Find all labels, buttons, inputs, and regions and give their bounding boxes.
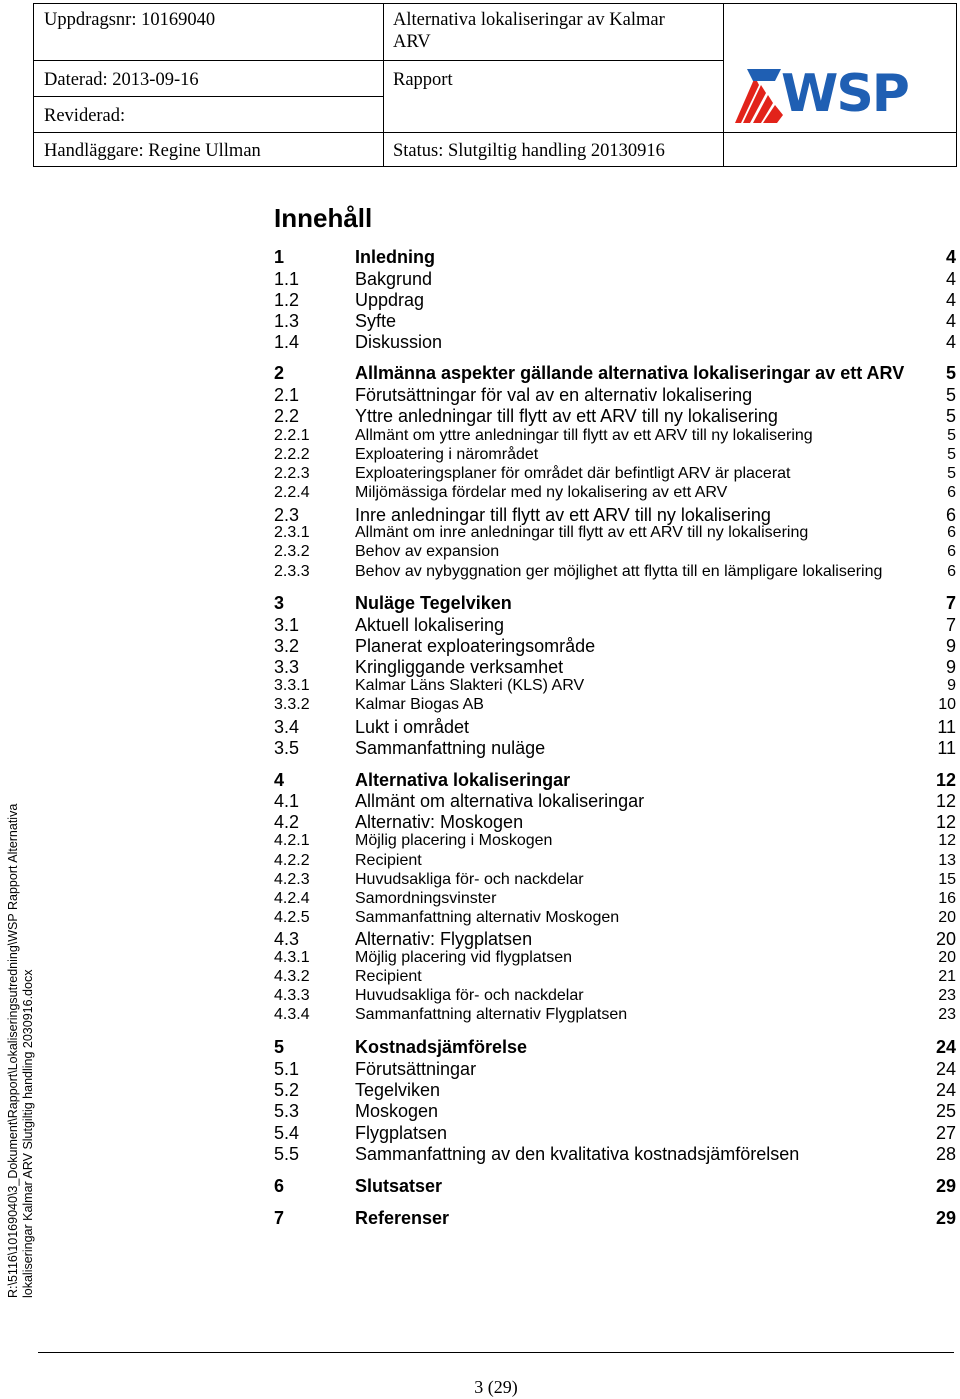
toc-entry-title: Allmänt om inre anledningar till flytt av ett ARV till ny lokalisering	[355, 524, 809, 541]
toc-entry-title: Flygplatsen	[355, 1123, 448, 1143]
toc-entry-page: 12	[935, 770, 956, 790]
toc-entry-number: 1.2	[274, 290, 300, 310]
date-field: Daterad: 2013-09-16	[44, 70, 199, 90]
toc-entry-number: 4.2.2	[274, 852, 310, 869]
toc-entry-title: Alternativ: Flygplatsen	[355, 929, 533, 949]
toc-entry-page: 16	[938, 890, 956, 907]
toc-entry-page: 9	[945, 657, 956, 677]
toc-entry[interactable]	[274, 384, 956, 406]
toc-entry[interactable]	[274, 1079, 956, 1101]
toc-entry[interactable]	[274, 331, 956, 353]
toc-entry[interactable]	[274, 614, 956, 636]
toc-entry-number: 2.2.3	[274, 465, 310, 482]
toc-entry-number: 3.4	[274, 717, 300, 737]
toc-entry[interactable]	[274, 656, 956, 678]
toc-entry-title: Samordningsvinster	[355, 890, 497, 907]
toc-entry-page: 4	[945, 332, 956, 352]
toc-entry-page: 4	[945, 290, 956, 310]
toc-entry-title: Moskogen	[355, 1101, 439, 1121]
toc-entry[interactable]	[274, 246, 956, 268]
toc-entry-number: 6	[274, 1176, 285, 1196]
toc-entry-title: Miljömässiga fördelar med ny lokalisering av ett ARV	[355, 484, 728, 501]
toc-title: Innehåll	[274, 203, 373, 233]
toc-entry-page: 13	[938, 852, 956, 869]
toc-entry-page: 27	[935, 1123, 956, 1143]
toc-entry[interactable]	[274, 811, 956, 833]
toc-entry[interactable]	[274, 737, 956, 759]
toc-entry-number: 4.3.2	[274, 968, 310, 985]
toc-entry-page: 10	[938, 696, 956, 713]
toc-entry-title: Huvudsakliga för- och nackdelar	[355, 871, 584, 888]
toc-entry-page: 12	[935, 791, 956, 811]
page-number	[0, 1377, 960, 1398]
toc-entry-number: 5.2	[274, 1080, 300, 1100]
toc-entry-page: 11	[937, 738, 956, 758]
toc-entry-title: Inledning	[355, 247, 435, 267]
toc-entry-page: 15	[938, 871, 956, 888]
file-path-line-2: lokaliseringar Kalmar ARV Slutgiltig handling 2030916.docx	[21, 969, 35, 1298]
toc-entry-title: Aktuell lokalisering	[355, 615, 505, 635]
toc-entry-number: 2.3	[274, 505, 300, 525]
toc-entry-page: 6	[947, 563, 956, 580]
document-title: Alternativa lokaliseringar av Kalmar ARV	[393, 10, 665, 52]
toc-entry-page: 20	[935, 929, 956, 949]
toc-entry-title: Möjlig placering i Moskogen	[355, 832, 553, 849]
toc-entry-number: 4.3.4	[274, 1006, 310, 1023]
toc-entry-number: 5.4	[274, 1123, 300, 1143]
toc-entry[interactable]	[274, 1122, 956, 1144]
toc-entry-page: 29	[935, 1208, 956, 1228]
toc-entry-number: 4.3	[274, 929, 300, 949]
toc-entry-page: 9	[945, 636, 956, 656]
toc-entry[interactable]	[274, 1058, 956, 1080]
toc-entry[interactable]	[274, 695, 956, 717]
toc-entry-title: Alternativa lokaliseringar	[355, 770, 571, 790]
toc-entry[interactable]	[274, 769, 956, 791]
toc-entry-number: 4.2.4	[274, 890, 310, 907]
toc-entry-number: 4.3.3	[274, 987, 310, 1004]
toc-entry[interactable]	[274, 1036, 956, 1058]
toc-entry-number: 3.1	[274, 615, 300, 635]
toc-entry-title: Kostnadsjämförelse	[355, 1037, 528, 1057]
toc-entry-title: Uppdrag	[355, 290, 425, 310]
toc-entry-number: 5.5	[274, 1144, 300, 1164]
toc-entry-title: Sammanfattning av den kvalitativa kostnadsjämförelsen	[355, 1144, 800, 1164]
toc-entry-title: Förutsättningar	[355, 1059, 477, 1079]
toc-entry[interactable]	[274, 405, 956, 427]
toc-entry-title: Allmänt om yttre anledningar till flytt av ett ARV till ny lokalisering	[355, 427, 813, 444]
toc-entry-page: 9	[947, 677, 956, 694]
toc-entry[interactable]	[274, 831, 956, 853]
toc-entry-number: 2	[274, 363, 285, 383]
toc-entry-title: Behov av nybyggnation ger möjlighet att flytta till en lämpligare lokalisering	[355, 563, 883, 580]
toc-entry-page: 4	[945, 269, 956, 289]
toc-entry-title: Slutsatser	[355, 1176, 443, 1196]
toc-entry-title: Kringliggande verksamhet	[355, 657, 564, 677]
toc-entry-page: 11	[937, 717, 956, 737]
header-divider	[34, 60, 723, 61]
toc-entry-title: Alternativ: Moskogen	[355, 812, 524, 832]
toc-entry-page: 6	[947, 484, 956, 501]
page-number-text: 3 (29)	[474, 1377, 518, 1397]
toc-entry-page: 24	[935, 1037, 956, 1057]
revised-field: Reviderad:	[44, 106, 126, 126]
toc-entry-page: 23	[938, 1006, 956, 1023]
toc-entry[interactable]	[274, 268, 956, 290]
toc-entry-page: 12	[935, 812, 956, 832]
toc-entry-number: 4.2.3	[274, 871, 310, 888]
toc-entry[interactable]	[274, 908, 956, 930]
toc-entry-title: Tegelviken	[355, 1080, 441, 1100]
toc-entry-title: Möjlig placering vid flygplatsen	[355, 949, 572, 966]
header-divider	[723, 4, 724, 167]
toc-entry-number: 3.3	[274, 657, 300, 677]
file-path-margin	[0, 0, 40, 1298]
toc-entry[interactable]	[274, 635, 956, 657]
toc-entry-title: Sammanfattning nuläge	[355, 738, 546, 758]
assignment-number: Uppdragsnr: 10169040	[44, 10, 216, 30]
toc-entry-number: 4.2	[274, 812, 300, 832]
toc-entry[interactable]	[274, 483, 956, 505]
toc-entry[interactable]	[274, 310, 956, 332]
toc-entry-page: 24	[935, 1080, 956, 1100]
toc-entry-title: Allmänt om alternativa lokaliseringar	[355, 791, 645, 811]
toc-entry-number: 4.3.1	[274, 949, 310, 966]
toc-entry-number: 3.2	[274, 636, 300, 656]
file-path-line-1: R:\5116\10169040\3_Dokument\Rapport\Lokaliseringsutredning\WSP Rapport Alternativa	[6, 803, 20, 1298]
toc-entry-title: Lukt i området	[355, 717, 470, 737]
toc-entry-title: Sammanfattning alternativ Flygplatsen	[355, 1006, 628, 1023]
toc-entry-number: 4	[274, 770, 285, 790]
toc-entry-number: 2.2.1	[274, 427, 310, 444]
toc-entry[interactable]	[274, 289, 956, 311]
toc-entry-title: Kalmar Biogas AB	[355, 696, 484, 713]
toc-entry-number: 2.1	[274, 385, 300, 405]
toc-entry-page: 5	[945, 406, 956, 426]
toc-entry[interactable]	[274, 542, 956, 564]
toc-entry-page: 25	[935, 1101, 956, 1121]
wsp-logo-mark	[735, 69, 783, 123]
toc-entry-number: 4.2.1	[274, 832, 310, 849]
toc-entry[interactable]	[274, 790, 956, 812]
toc-entry-number: 3	[274, 593, 285, 613]
toc-entry-number: 1.3	[274, 311, 300, 331]
toc-entry-number: 2.3.1	[274, 524, 310, 541]
toc-entry-number: 1	[274, 247, 285, 267]
toc-entry[interactable]	[274, 716, 956, 738]
toc-entry-page: 20	[938, 949, 956, 966]
toc-entry-number: 1.4	[274, 332, 300, 352]
wsp-logo	[733, 63, 919, 127]
toc-entry-number: 5.1	[274, 1059, 300, 1079]
toc-entry-number: 3.5	[274, 738, 300, 758]
header-divider	[34, 96, 383, 97]
toc-entry-page: 4	[945, 311, 956, 331]
toc-entry-number: 5.3	[274, 1101, 300, 1121]
toc-entry-page: 12	[938, 832, 956, 849]
toc-entry-page: 7	[945, 615, 956, 635]
toc-entry-title: Syfte	[355, 311, 397, 331]
toc-entry-title: Kalmar Läns Slakteri (KLS) ARV	[355, 677, 585, 694]
toc-entry[interactable]	[274, 1207, 956, 1229]
toc-entry-number: 1.1	[274, 269, 300, 289]
toc-entry-page: 24	[935, 1059, 956, 1079]
toc-entry-number: 2.2	[274, 406, 300, 426]
header-divider	[34, 132, 957, 133]
toc-entry-title: Exploatering i närområdet	[355, 446, 539, 463]
toc-entry-page: 28	[935, 1144, 956, 1164]
toc-entry[interactable]	[274, 562, 956, 584]
toc-entry-title: Exploateringsplaner för området där befintligt ARV är placerat	[355, 465, 791, 482]
toc-entry-title: Recipient	[355, 968, 422, 985]
toc-entry-page: 4	[945, 247, 956, 267]
toc-entry-number: 7	[274, 1208, 285, 1228]
toc-entry-number: 2.3.3	[274, 563, 310, 580]
toc-entry-page: 29	[935, 1176, 956, 1196]
toc-entry-title: Planerat exploateringsområde	[355, 636, 596, 656]
toc-entry-number: 3.3.1	[274, 677, 310, 694]
toc-entry-title: Förutsättningar för val av en alternativ lokalisering	[355, 385, 753, 405]
status-field: Status: Slutgiltig handling 20130916	[393, 141, 665, 161]
toc-entry[interactable]	[274, 1175, 956, 1197]
toc-entry-title: Recipient	[355, 852, 422, 869]
toc-entry-page: 23	[938, 987, 956, 1004]
toc-entry-page: 6	[947, 543, 956, 560]
toc-entry-title: Nuläge Tegelviken	[355, 593, 512, 613]
toc-entry[interactable]	[274, 362, 956, 384]
toc-entry-page: 6	[945, 505, 956, 525]
toc-entry[interactable]	[274, 928, 956, 950]
toc-entry-title: Yttre anledningar till flytt av ett ARV till ny lokalisering	[355, 406, 778, 426]
document-type: Rapport	[393, 70, 453, 90]
toc-entry[interactable]	[274, 1100, 956, 1122]
handler-field: Handläggare: Regine Ullman	[44, 141, 261, 161]
toc-entry[interactable]	[274, 592, 956, 614]
toc-entry-title: Diskussion	[355, 332, 443, 352]
toc-entry-page: 5	[945, 363, 956, 383]
toc-entry-page: 5	[947, 465, 956, 482]
toc-entry-number: 4.2.5	[274, 909, 310, 926]
toc-entry-number: 2.3.2	[274, 543, 310, 560]
toc-entry-page: 5	[947, 427, 956, 444]
toc-entry-page: 7	[945, 593, 956, 613]
toc-entry-title: Behov av expansion	[355, 543, 500, 560]
toc-entry-title: Allmänna aspekter gällande alternativa lokaliseringar av ett ARV	[355, 363, 905, 383]
toc-entry[interactable]	[274, 1005, 956, 1027]
wsp-logo-text: WSP	[781, 64, 908, 124]
footer-divider	[38, 1352, 954, 1353]
toc-entry-page: 6	[947, 524, 956, 541]
toc-entry-title: Referenser	[355, 1208, 450, 1228]
toc-entry-number: 3.3.2	[274, 696, 310, 713]
toc-entry-title: Sammanfattning alternativ Moskogen	[355, 909, 620, 926]
toc-entry-page: 5	[945, 385, 956, 405]
toc-entry-page: 20	[938, 909, 956, 926]
toc-entry-title: Bakgrund	[355, 269, 433, 289]
toc-entry-number: 5	[274, 1037, 285, 1057]
toc-entry-page: 21	[938, 968, 956, 985]
toc-entry-title: Inre anledningar till flytt av ett ARV till ny lokalisering	[355, 505, 771, 525]
toc-entry-title: Huvudsakliga för- och nackdelar	[355, 987, 584, 1004]
toc-entry-number: 2.2.4	[274, 484, 310, 501]
toc-entry-page: 5	[947, 446, 956, 463]
toc-entry[interactable]	[274, 1143, 956, 1165]
toc-entry-number: 4.1	[274, 791, 300, 811]
toc-entry-number: 2.2.2	[274, 446, 310, 463]
